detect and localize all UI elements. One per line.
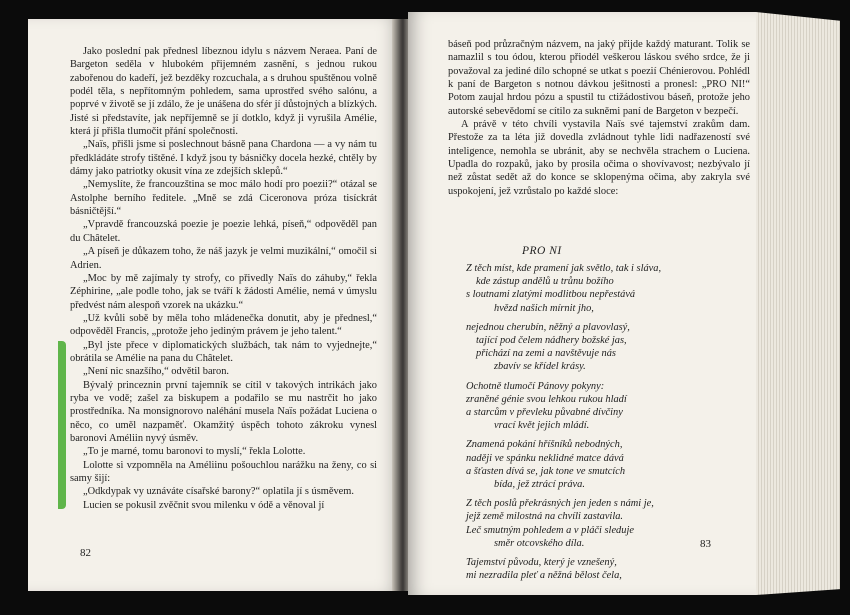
- poem-line: jejž země milostná na chvíli zastavila.: [466, 511, 623, 523]
- poem-line: nejednou cherubín, něžný a plavovlasý,: [466, 321, 630, 333]
- paragraph: „Už kvůli sobě by měla toho mládenečka donutit, aby je přednesl,“ odpověděl Francis, „protože jeho jediným právem je jeho talent.“: [70, 312, 377, 338]
- poem-line: Tajemství původu, který je vznešený,: [466, 557, 617, 569]
- poem-line: mi nezradila pleť a něžná bělost čela,: [466, 570, 622, 582]
- paragraph: Lucien se pokusil zvěčnit svou milenku v ódě a věnoval jí: [83, 499, 325, 511]
- paragraph: A právě v této chvíli vystavila Naïs své tajemství zrakům dam. Přestože za ta léta již dovedla zvládnout tyhle lidi nadřazeností své inteligence, nemohla se ubránit, aby se nechvěla strachem o Luciena. Upadla do rozpaků, jako by prosila očima o shovívavost; nezbývalo jí než zůstat sedět až do konce se sklopenýma očima, aby zakryla své uspokojení, jež vzrůstalo po každé sloce:: [448, 119, 750, 197]
- right-page-text: [448, 38, 750, 198]
- poem-line: Z těch poslů překrásných jen jeden s námi je,: [466, 498, 654, 510]
- page-block-edge: [756, 12, 840, 595]
- paragraph: „Moc by mě zajímaly ty strofy, co přivedly Naïs do záhuby,“ řekla Zéphirine, „ale podle toho, jak se tváří k žádosti Amélie, nemá v úmyslu předvést nám alespoň vzorek na ukázku.“: [70, 272, 377, 311]
- poem-stanza: [466, 438, 746, 491]
- paragraph: „Není nic snazšího,“ odvětil baron.: [83, 366, 230, 378]
- poem-stanza: [466, 321, 746, 374]
- paragraph: „Byl jste přece v diplomatických službách, tak nám to vyjednejte,“ obrátila se Amélie na pana du Châtelet.: [70, 339, 377, 364]
- poem-line: zbavív se křídel krásy.: [494, 361, 586, 373]
- paragraph: Lolotte si vzpomněla na Améliinu pošouchlou narážku na ženy, co si samy šijí:: [70, 459, 377, 484]
- poem-stanza: [466, 262, 746, 315]
- paragraph: „Naïs, přišli jsme si poslechnout básně pana Chardona — a vy nám tu předkládáte strofy tištěné. I když jsou ty básničky docela hezké, chtěly by dámy jako patriotky okusit vína ze zdejších sklepů.“: [70, 139, 377, 178]
- poem-line: Ochotně tlumočí Pánovy pokyny:: [466, 380, 605, 392]
- poem-stanza: [466, 556, 746, 582]
- page-number: 83: [700, 538, 711, 550]
- poem-stanza: [466, 380, 746, 433]
- poem-line: tající pod čelem nádhery božské jas,: [476, 335, 627, 347]
- paragraph: „Odkdypak vy uznáváte císařské barony?“ oplatila jí s úsměvem.: [83, 486, 354, 498]
- poem-line: směr otcovského díla.: [494, 537, 585, 549]
- left-page: [28, 19, 400, 591]
- poem-line: kde zástup andělů u trůnu božího: [476, 276, 614, 288]
- paragraph: Jako poslední pak přednesl líbeznou idylu s názvem Neraea. Paní de Bargeton seděla v hlubokém přijemném zasnění, s jednou rukou zabořenou do kadeří, jež bezděky rozcuchala, a s druhou spuštěnou volně podél těla, s nepřítomným pohledem, sama uprostřed svého salónu, a poprvé v životě se jí zdálo, že je unášena do sfér jí důstojných a blízkých. Jisté si představíte, jak nepříjemně se jí dotklo, když ji vyrušila Amélie, která jí přišla tlumočit přání společnosti.: [70, 46, 377, 138]
- poem-line: Z těch míst, kde pramení jak světlo, tak i sláva,: [466, 263, 662, 274]
- paragraph: báseň pod průzračným názvem, na jaký přijde každý maturant. Tolik se namazlil s tou ódou, kterou přiodél veškerou láskou svého srdce, že ji považoval za jediné dílo schopné se utkat s poezií Chénierovou. Pohlédl k paní de Bargeton s notnou dávkou ješitnosti a pronesl: „PRO NI!“ Potom zaujal hrdou pózu a spustil tu ctižádostivou báseň, protože jeho autorské sebevědomí se cítilo za sukněmi paní de Bargeton v bezpečí.: [448, 39, 750, 117]
- poem-line: Leč smutným pohledem a v pláči sleduje: [466, 524, 634, 536]
- paragraph: „To je marné, tomu baronovi to myslí,“ řekla Lolotte.: [83, 446, 306, 458]
- poem-line: zraněné génie svou lehkou rukou hladí: [466, 393, 627, 405]
- poem-line: přichází na zemi a navštěvuje nás: [476, 348, 616, 360]
- poem-line: a starcům v převleku půvabné dívčiny: [466, 407, 623, 419]
- left-page-text: [70, 45, 377, 512]
- green-bookmark-strip: [58, 341, 66, 509]
- poem-line: naději ve spánku neklidné matce dává: [466, 452, 624, 464]
- poem-line: bída, jež ztrácí práva.: [494, 479, 585, 491]
- poem-line: hvězd našich mírnit jho,: [494, 302, 594, 314]
- page-number: 82: [80, 547, 91, 559]
- poem-line: vrací květ jejich mládí.: [494, 420, 590, 432]
- paragraph: Bývalý princeznin první tajemník se cítil v takových intrikách jako ryba ve vodě; zašel za biskupem a podařilo se mu nastrčit ho jako prostředníka. Na monsignorovo naléhání musela Naïs požádat Luciena o něco, co uměl nazpaměť. Okamžitý úspěch tohoto zákroku vynesl baronovi Améliin nyvý úsměv.: [70, 379, 377, 444]
- paragraph: „A píseň je důkazem toho, že náš jazyk je velmi muzikální,“ omočil si Adrien.: [70, 246, 377, 271]
- poem-line: a šťasten dívá se, jak tone ve smutcích: [466, 465, 626, 477]
- poem-line: Znamená pokání hříšníků nebodných,: [466, 439, 623, 451]
- paragraph: „Nemyslíte, že francouzština se moc málo hodí pro poezii?“ otázal se Astolphe berního ředitele. „Mně se zdá Ciceronova próza tisíckrát básničtější.“: [70, 179, 377, 218]
- poem-line: s loutnami zlatými modlitbou nepřestává: [466, 289, 636, 301]
- poem-title: PRO NI: [522, 245, 562, 257]
- right-page: [408, 12, 756, 595]
- paragraph: „Vpravdě francouzská poezie je poezie lehká, píseň,“ odpověděl pan du Châtelet.: [70, 219, 377, 244]
